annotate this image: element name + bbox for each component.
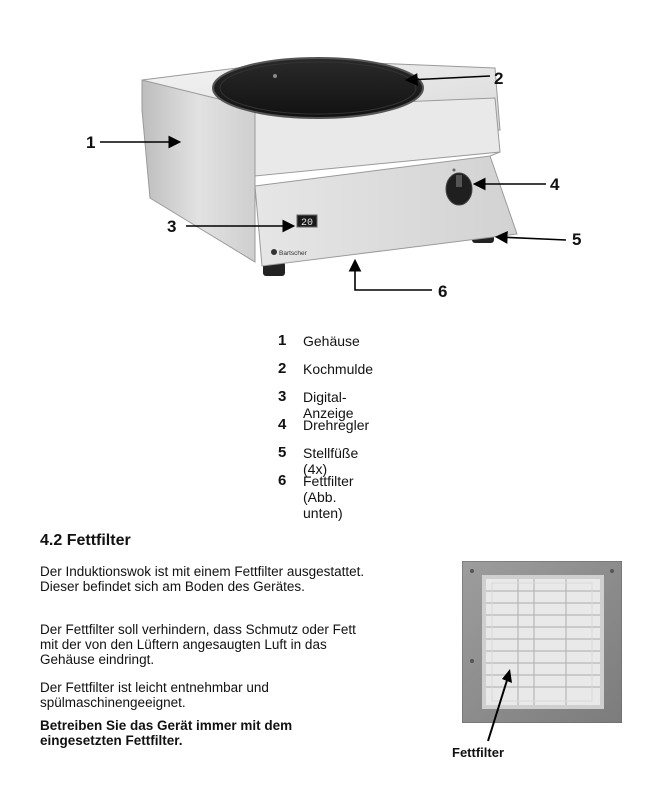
digital-display-value: 20 <box>300 218 314 229</box>
legend-label: Stellfüße (4x) <box>303 445 359 477</box>
cooking-well <box>213 58 423 118</box>
legend-number: 3 <box>278 388 287 405</box>
caption-arrow <box>480 665 520 745</box>
callout-number-1: 1 <box>86 133 96 152</box>
legend-label: Fettfilter (Abb. unten) <box>303 473 354 521</box>
legend-label: Gehäuse <box>303 333 360 349</box>
brand-logo: Bartscher <box>279 250 307 257</box>
paragraph-intro: Der Induktionswok ist mit einem Fettfilter ausgestattet. Dieser befindet sich am Boden des Gerätes. <box>40 564 365 594</box>
legend-number: 2 <box>278 360 287 377</box>
legend-number: 1 <box>278 332 287 349</box>
callout-number-4: 4 <box>550 175 560 194</box>
section-title: 4.2 Fettfilter <box>40 532 131 549</box>
legend-label: Kochmulde <box>303 361 374 377</box>
callout-line-6 <box>355 262 432 290</box>
paragraph-cleaning: Der Fettfilter ist leicht entnehmbar und spülmaschinengeeignet. <box>40 680 269 710</box>
legend-number: 5 <box>278 444 287 461</box>
callout-number-5: 5 <box>572 230 582 249</box>
callout-line-5 <box>498 237 566 240</box>
legend-number: 4 <box>278 416 287 433</box>
callout-number-3: 3 <box>167 217 177 236</box>
legend-label: Drehregler <box>303 417 370 433</box>
warning-text: Betreiben Sie das Gerät immer mit dem eingesetzten Fettfilter. <box>40 718 293 748</box>
callout-number-2: 2 <box>494 69 504 88</box>
appliance-illustration <box>0 0 650 320</box>
paragraph-purpose: Der Fettfilter soll verhindern, dass Schmutz oder Fett mit der von den Lüftern angesaugten Luft in das Gehäuse eindringt. <box>40 622 356 667</box>
legend-number: 6 <box>278 472 287 489</box>
filter-caption: Fettfilter <box>452 745 504 760</box>
legend-label: Digital-Anzeige <box>303 389 354 421</box>
callout-number-6: 6 <box>438 282 448 301</box>
